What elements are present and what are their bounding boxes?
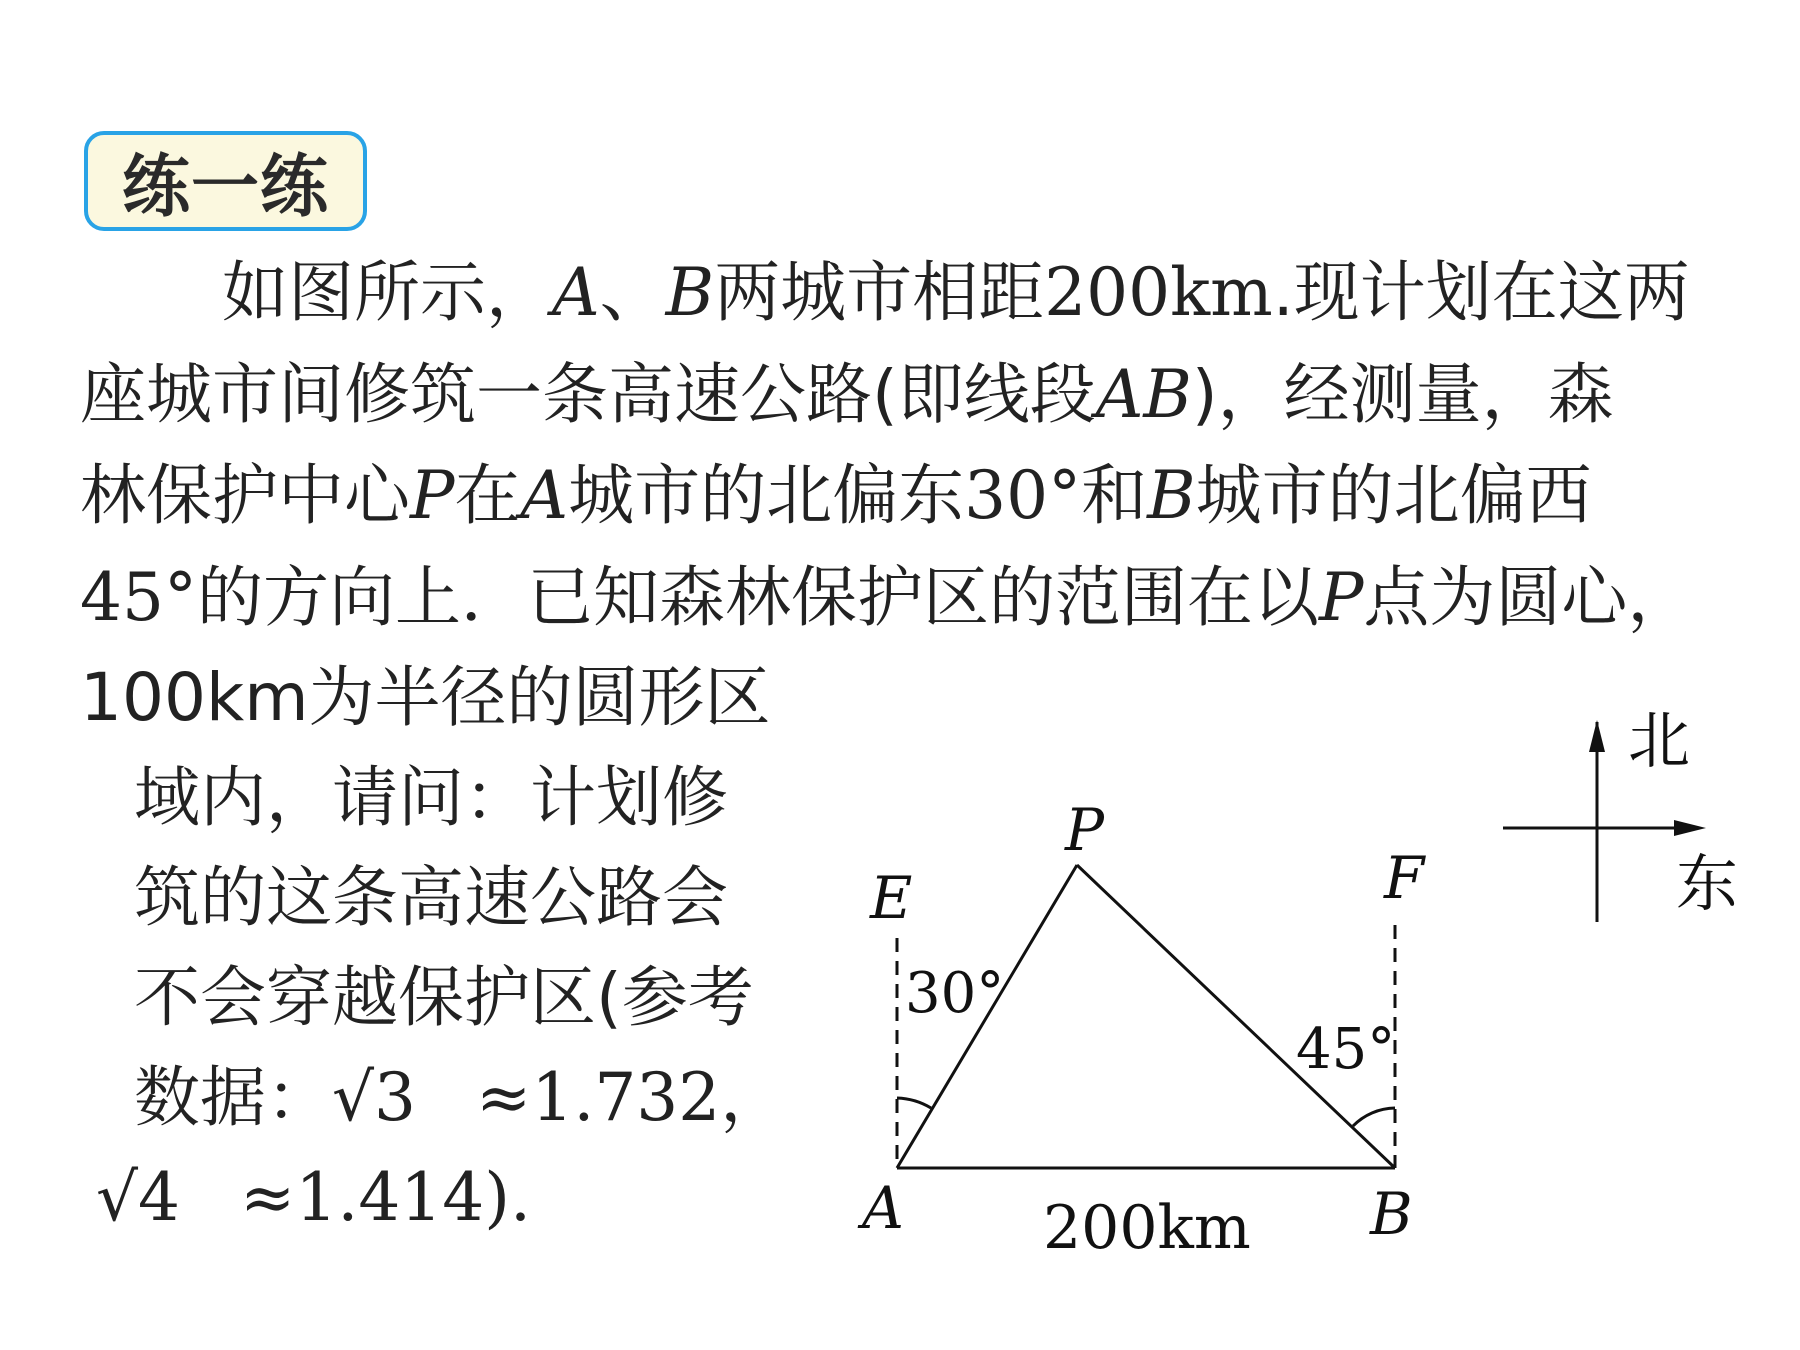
- approx-value: ≈1.414).: [240, 1159, 532, 1236]
- text-segment: 数据：: [134, 1059, 332, 1136]
- point-p-label: P: [1318, 559, 1364, 636]
- point-b-label: B: [665, 254, 715, 331]
- segment-ab-label: AB: [1095, 356, 1192, 433]
- text-segment: 、: [599, 254, 666, 331]
- point-p-label: P: [410, 457, 455, 534]
- text-segment: 城市的北偏西: [1195, 457, 1592, 534]
- approx-value: ≈1.732，: [476, 1059, 787, 1136]
- text-segment: 城市的北偏东: [568, 457, 965, 534]
- text-segment: 林保护中心: [80, 457, 410, 534]
- point-e-label: E: [870, 864, 913, 932]
- angle-arc-a: [897, 1098, 931, 1108]
- text-segment: 的方向上．已知森林保护区的范围在以: [196, 559, 1319, 636]
- compass-east-label: 东: [1676, 847, 1739, 920]
- north-arrow-icon: [1589, 720, 1605, 752]
- text-segment: 和: [1081, 457, 1148, 534]
- text-segment: )，经测量，森: [1191, 356, 1614, 433]
- angle-value: 30°: [964, 457, 1082, 534]
- angle-arc-b: [1353, 1108, 1395, 1126]
- text-segment: 两城市相距: [714, 254, 1045, 331]
- text-segment: .现计划在这两: [1272, 254, 1690, 331]
- text-segment: 座城市间修筑一条高速公路(即线段: [80, 356, 1096, 433]
- point-f-label: F: [1384, 844, 1425, 912]
- point-p-label: P: [1065, 796, 1105, 864]
- problem-line-5: 100km为半径的圆形区: [80, 659, 771, 736]
- problem-line-8: 不会穿越保护区(参考: [134, 959, 754, 1036]
- ab-length-label: 200km: [1043, 1193, 1251, 1263]
- angle-value: 45°: [80, 559, 197, 636]
- practice-badge-label: 练一练: [121, 147, 329, 227]
- angle-a-label: 30°: [905, 961, 1005, 1026]
- distance-value: 200km: [1044, 254, 1273, 331]
- text-segment: 在: [454, 457, 521, 534]
- point-a-label: A: [862, 1174, 904, 1242]
- point-a-label: A: [520, 457, 569, 534]
- problem-line-7: 筑的这条高速公路会: [134, 859, 728, 936]
- text-segment: 点为圆心，: [1363, 559, 1694, 636]
- point-b-label: B: [1370, 1180, 1413, 1248]
- point-b-label: B: [1147, 457, 1196, 534]
- sqrt-3-expression: √3: [332, 1059, 417, 1136]
- text-segment: 如图所示，: [222, 254, 552, 331]
- problem-line-6: 域内，请问：计划修: [134, 759, 728, 836]
- compass-north-label: 北: [1628, 704, 1691, 777]
- sqrt-4-expression: √4: [96, 1159, 181, 1236]
- angle-b-label: 45°: [1296, 1017, 1396, 1082]
- east-arrow-icon: [1674, 820, 1706, 836]
- point-a-label: A: [552, 254, 600, 331]
